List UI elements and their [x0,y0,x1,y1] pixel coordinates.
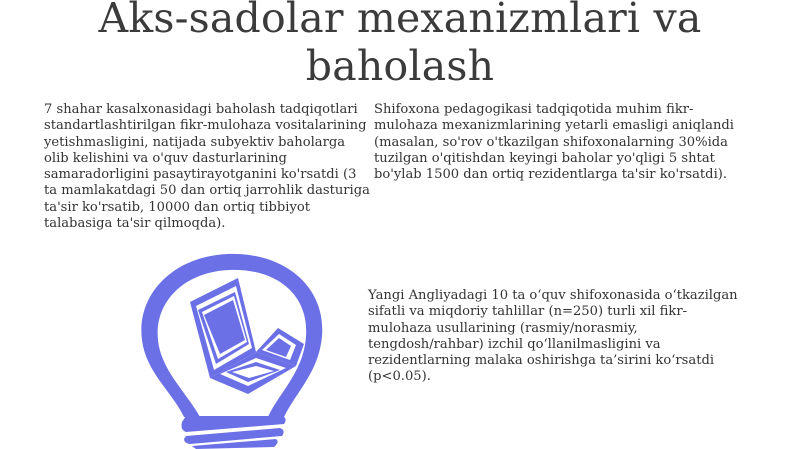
paragraph-city-hospitals: 7 shahar kasalxonasidagi baholash tadqiqotlari standartlashtirilgan fikr-mulohaza vositalarining yetishmasligini, natijada subyektiv baholarga olib kelishini va o'quv dasturlarining samaradorligini pasaytirayotganini ko'rsatdi (3 ta mamlakatdagi 50 dan ortiq jarrohlik dasturiga ta'sir ko'rsatib, 10000 dan ortiq tibbiyot talabasiga ta'sir qilmoqda). [44,102,370,232]
book-icon [190,278,304,394]
paragraph-hospital-pedagogy: Shifoxona pedagogikasi tadqiqotida muhim fikr-mulohaza mexanizmlarining yetarli emasligi aniqlandi (masalan, so'rov o'tkazilgan shifoxonalarning 30%ida tuzilgan o'qitishdan keyingi baholar yo'qligi 5 shtat bo'ylab 1500 dan ortiq rezidentlarga ta'sir ko'rsatdi). [374,102,734,183]
paragraph-new-england: Yangi Angliyadagi 10 ta o‘quv shifoxonasida o‘tkazilgan sifatli va miqdoriy tahlillar (n=250) turli xil fikr-mulohaza usullarining (rasmiy/norasmiy, tengdosh/rahbar) izchil qo‘llanilmasligini va rezidentlarning malaka oshirishga ta’sirini ko‘rsatdi (p<0.05). [368,288,738,385]
slide-title: Aks-sadolar mexanizmlari va baholash [98,0,702,90]
lightbulb-book-icon [128,232,338,449]
